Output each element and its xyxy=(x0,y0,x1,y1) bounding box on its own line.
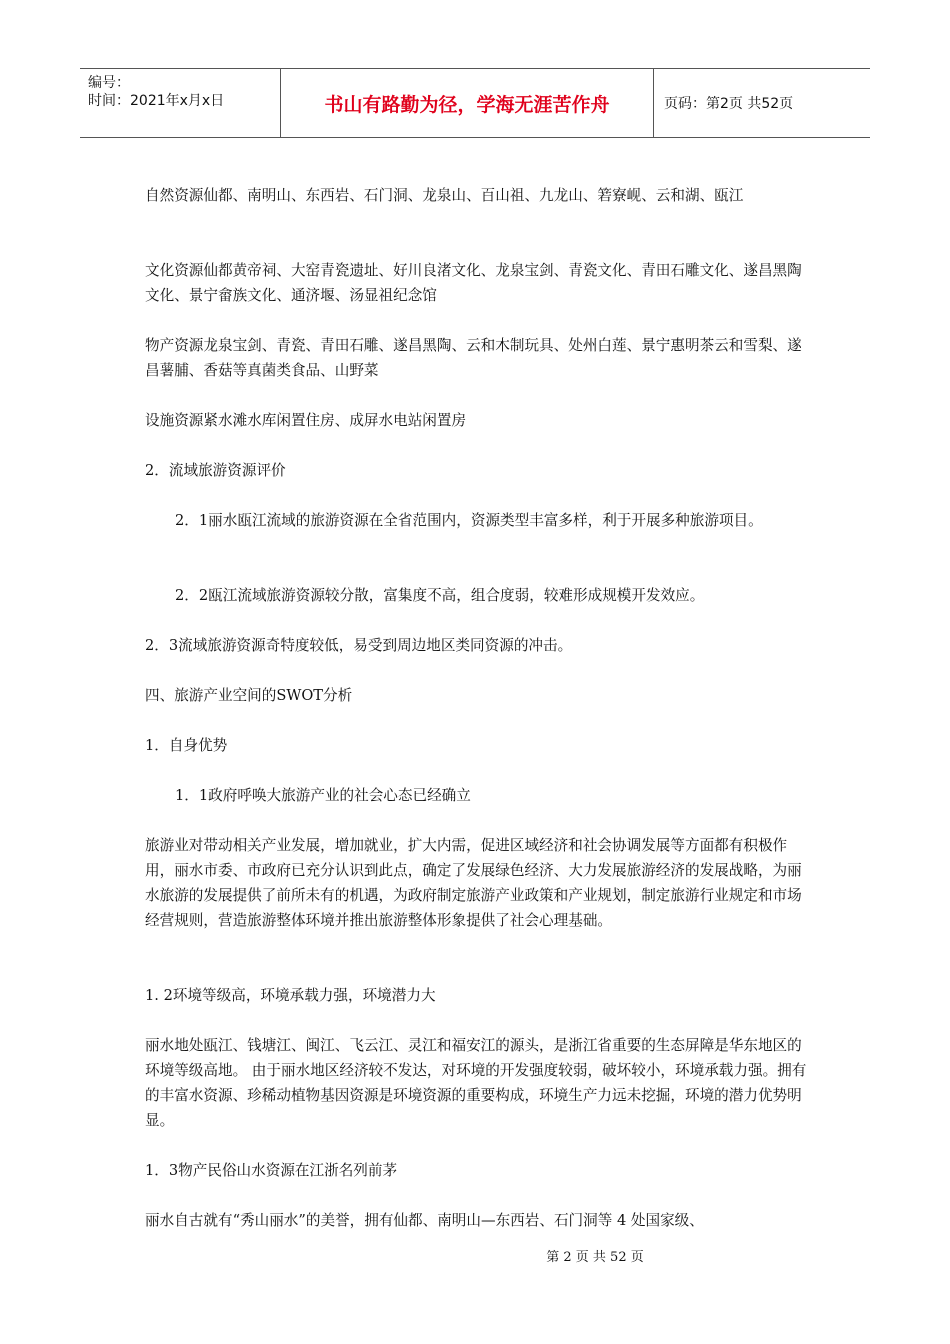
paragraph-2-2: 2．2瓯江流域旅游资源较分散，富集度不高，组合度弱，较难形成规模开发效应。 xyxy=(175,587,705,604)
paragraph-natural-resources: 自然资源仙都、南明山、东西岩、石门洞、龙泉山、百山祖、九龙山、箬寮岘、云和湖、瓯江 xyxy=(145,187,744,204)
section-heading-swot: 四、旅游产业空间的SWOT分析 xyxy=(145,687,353,704)
section-heading-2: 2．流域旅游资源评价 xyxy=(145,462,286,479)
subheading-1-3: 1．3物产民俗山水资源在江浙名列前茅 xyxy=(145,1162,398,1179)
header-motto: 书山有路勤为径，学海无涯苦作舟 xyxy=(280,69,654,137)
paragraph-2-1: 2．1丽水瓯江流域的旅游资源在全省范围内，资源类型丰富多样，利于开展多种旅游项目。 xyxy=(175,512,763,529)
document-time-label: 时间：2021年x月x日 xyxy=(88,93,225,109)
paragraph-2-3: 2．3流域旅游资源奇特度较低，易受到周边地区类同资源的冲击。 xyxy=(145,637,573,654)
paragraph-cultural-resources: 文化资源仙都黄帝祠、大窑青瓷遗址、好川良渚文化、龙泉宝剑、青瓷文化、青田石雕文化、遂昌黑陶文化、景宁畲族文化、通济堰、汤显祖纪念馆 xyxy=(145,262,802,304)
footer-page-number: 第 2 页 共 52 页 xyxy=(546,1250,644,1265)
subheading-1-2: 1. 2环境等级高，环境承载力强，环境潜力大 xyxy=(145,987,436,1004)
paragraph-product-resources: 物产资源龙泉宝剑、青瓷、青田石雕、遂昌黑陶、云和木制玩具、处州白莲、景宁惠明茶云和雪梨、遂昌薯脯、香菇等真菌类食品、山野菜 xyxy=(145,337,802,379)
page-footer xyxy=(0,1246,950,1265)
paragraph-1-2-body: 丽水地处瓯江、钱塘江、闽江、飞云江、灵江和福安江的源头，是浙江省重要的生态屏障是华东地区的环境等级高地。 由于丽水地区经济较不发达，对环境的开发强度较弱，破坏较小，环境承载力强。拥有的丰富水资源、珍稀动植物基因资源是环境资源的重要构成，环境生产力远未挖掘，环境的潜力优势明显。 xyxy=(145,1037,807,1129)
subheading-1-1: 1．1政府呼唤大旅游产业的社会心态已经确立 xyxy=(175,787,471,804)
header-info-cell xyxy=(80,69,280,137)
paragraph-1-3-body: 丽水自古就有“秀山丽水”的美誉，拥有仙都、南明山—东西岩、石门洞等 4 处国家级、 xyxy=(145,1212,704,1229)
page-header xyxy=(80,68,870,138)
header-page-info: 页码：第2页 共52页 xyxy=(664,96,794,112)
paragraph-facility-resources: 设施资源紧水滩水库闲置住房、成屏水电站闲置房 xyxy=(145,412,467,429)
section-heading-1: 1．自身优势 xyxy=(145,737,228,754)
paragraph-1-1-body: 旅游业对带动相关产业发展，增加就业，扩大内需，促进区域经济和社会协调发展等方面都有积极作用，丽水市委、市政府已充分认识到此点，确定了发展绿色经济、大力发展旅游经济的发展战略，为丽水旅游的发展提供了前所未有的机遇，为政府制定旅游产业政策和产业规划，制定旅游行业规定和市场经营规则，营造旅游整体环境并推出旅游整体形象提供了社会心理基础。 xyxy=(145,837,802,929)
document-number-label: 编号： xyxy=(88,75,130,91)
